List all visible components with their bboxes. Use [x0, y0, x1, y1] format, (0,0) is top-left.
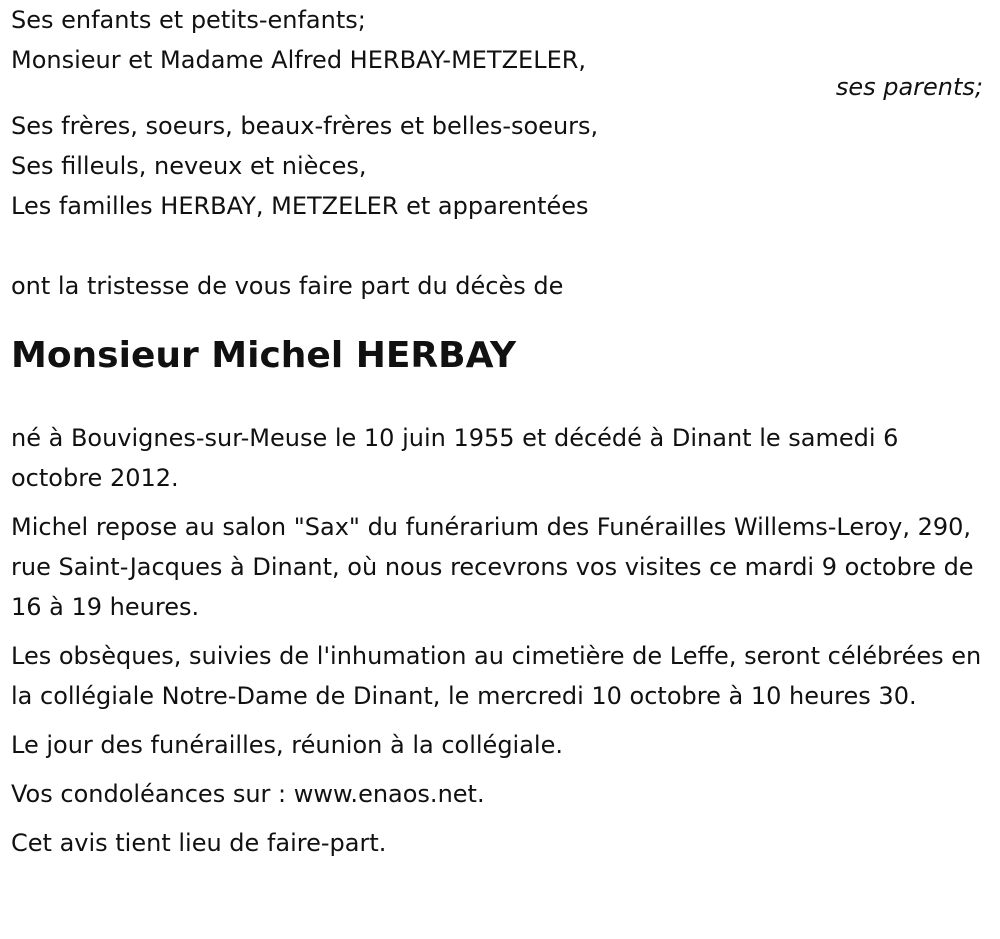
- visitation-paragraph: Michel repose au salon "Sax" du funérarium des Funérailles Willems-Leroy, 290, rue Saint-Jacques à Dinant, où nous recevrons vos visites ce mardi 9 octobre de 16 à 19 heures.: [11, 513, 974, 621]
- deceased-name: Monsieur Michel HERBAY: [11, 335, 517, 376]
- family-line-children: Ses enfants et petits-enfants;: [11, 6, 366, 34]
- notice-paragraph: Cet avis tient lieu de faire-part.: [11, 829, 387, 857]
- condolences-paragraph: Vos condoléances sur : www.enaos.net.: [11, 780, 485, 808]
- family-line-godchildren: Ses filleuls, neveux et nièces,: [11, 152, 367, 180]
- obituary-notice: [11, 0, 991, 863]
- family-line-siblings: Ses frères, soeurs, beaux-frères et belles-soeurs,: [11, 112, 599, 140]
- funeral-paragraph: Les obsèques, suivies de l'inhumation au cimetière de Leffe, seront célébrées en la collégiale Notre-Dame de Dinant, le mercredi 10 octobre à 10 heures 30.: [11, 642, 982, 710]
- birth-death-paragraph: né à Bouvignes-sur-Meuse le 10 juin 1955 et décédé à Dinant le samedi 6 octobre 2012.: [11, 424, 899, 492]
- announcement-text: ont la tristesse de vous faire part du décès de: [11, 272, 564, 300]
- family-line-families: Les familles HERBAY, METZELER et apparentées: [11, 192, 589, 220]
- parents-note: ses parents;: [835, 73, 983, 101]
- family-line-parents: Monsieur et Madame Alfred HERBAY-METZELER,: [11, 46, 587, 74]
- meeting-paragraph: Le jour des funérailles, réunion à la collégiale.: [11, 731, 563, 759]
- spacer: [11, 226, 991, 266]
